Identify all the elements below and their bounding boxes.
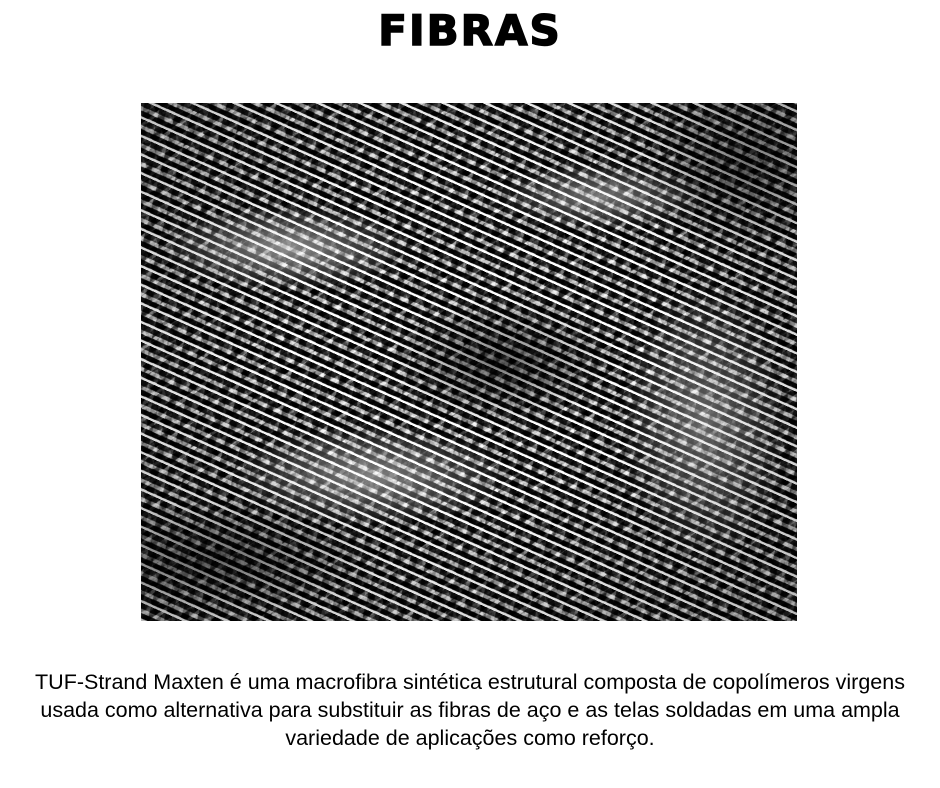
caption-text: TUF-Strand Maxten é uma macrofibra sintética estrutural composta de copolímeros virgens usada como alternativa para substituir as fibras de aço e as telas soldadas em uma ampla variedade de aplicações como reforço.: [35, 670, 905, 750]
page-title: FIBRAS: [378, 6, 562, 55]
fiber-photo: [141, 103, 797, 621]
fiber-vignette: [141, 103, 797, 621]
